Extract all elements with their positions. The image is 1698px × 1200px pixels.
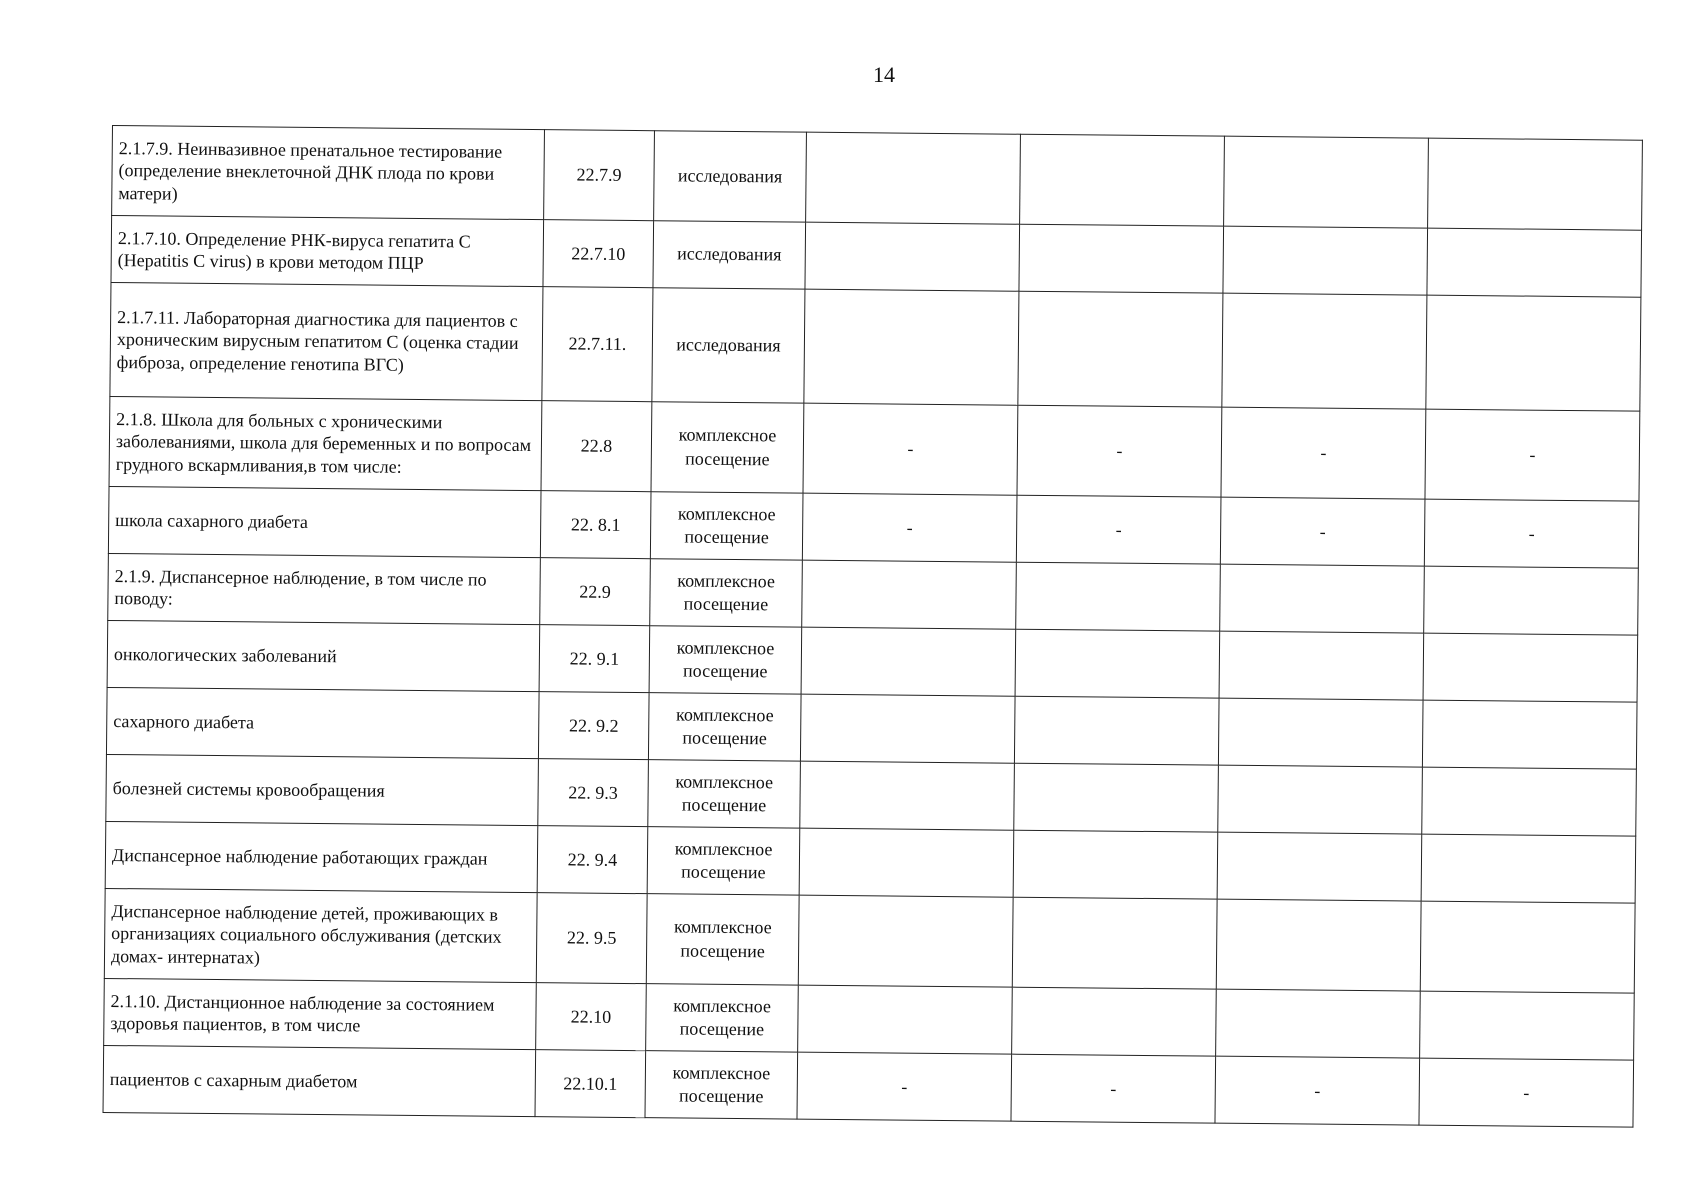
row-value	[1012, 987, 1217, 1056]
row-value	[1422, 767, 1637, 836]
row-value	[1218, 698, 1423, 767]
row-value	[1428, 138, 1643, 230]
row-code: 22. 9.4	[537, 826, 648, 894]
row-value	[802, 560, 1017, 629]
row-value	[1016, 562, 1221, 631]
row-name: 2.1.10. Дистанционное наблюдение за состоянием здоровья пациентов, в том числе	[104, 978, 537, 1049]
row-code: 22.7.9	[544, 130, 655, 221]
row-code: 22. 9.1	[539, 625, 650, 693]
row-value	[1426, 295, 1641, 411]
row-value	[1013, 830, 1218, 899]
table-row	[104, 888, 1635, 993]
row-value	[1019, 224, 1224, 293]
row-code: 22.8	[541, 401, 652, 492]
row-code: 22. 9.3	[538, 759, 649, 827]
row-unit: комплексное посещение	[646, 984, 799, 1052]
row-value: -	[1011, 1054, 1216, 1123]
row-value: -	[1425, 409, 1640, 501]
row-value	[1224, 136, 1429, 228]
row-unit: комплексное посещение	[650, 559, 803, 627]
row-value	[1020, 134, 1225, 226]
row-value	[1220, 564, 1425, 633]
row-code: 22.10.1	[535, 1050, 646, 1118]
row-value	[799, 828, 1014, 897]
row-unit: комплексное посещение	[645, 1051, 798, 1119]
row-code: 22. 9.2	[538, 692, 649, 760]
row-value: -	[1424, 499, 1639, 568]
row-value	[1014, 696, 1219, 765]
row-value	[1216, 989, 1421, 1058]
row-name: 2.1.7.9. Неинвазивное пренатальное тестирование (определение внеклеточной ДНК плода по крови матери)	[112, 126, 545, 220]
row-unit: комплексное посещение	[649, 626, 802, 694]
row-value	[1222, 293, 1427, 409]
row-value: -	[1215, 1056, 1420, 1125]
row-value	[1014, 763, 1219, 832]
row-value: -	[1220, 497, 1425, 566]
row-code: 22.7.10	[543, 220, 654, 288]
row-name: 2.1.8. Школа для больных с хроническими заболеваниями, школа для беременных и по вопросам грудного вскармливания,в том числе:	[109, 396, 542, 490]
row-value	[798, 895, 1013, 987]
row-value	[1218, 765, 1423, 834]
table-row	[112, 126, 1643, 231]
row-name: Диспансерное наблюдение работающих граждан	[105, 821, 538, 892]
page-number: 14	[873, 62, 895, 87]
row-unit: исследования	[653, 221, 806, 289]
row-value: -	[1419, 1058, 1634, 1127]
row-name: 2.1.7.10. Определение РНК-вируса гепатита С (Hepatitis С virus) в крови методом ПЦР	[111, 216, 544, 287]
row-value	[806, 132, 1021, 224]
row-unit: комплексное посещение	[648, 760, 801, 828]
table-row	[109, 396, 1640, 501]
row-value	[1018, 291, 1223, 407]
row-value	[798, 985, 1013, 1054]
row-code: 22. 8.1	[540, 491, 651, 559]
row-name: 2.1.7.11. Лабораторная диагностика для пациентов с хроническим вирусным гепатитом С (оценка стадии фиброза, определение генотипа ВГС)	[110, 282, 543, 400]
row-code: 22.7.11.	[542, 287, 653, 402]
row-unit: комплексное посещение	[648, 693, 801, 761]
row-value	[1421, 834, 1636, 903]
row-name: онкологических заболеваний	[107, 620, 540, 691]
row-value	[801, 627, 1016, 696]
row-value: -	[1017, 405, 1222, 497]
row-value: -	[797, 1052, 1012, 1121]
row-value	[1427, 228, 1642, 297]
row-name: сахарного диабета	[106, 687, 539, 758]
row-value	[805, 222, 1020, 291]
row-value: -	[803, 403, 1018, 495]
row-value	[1422, 700, 1637, 769]
row-value	[800, 761, 1015, 830]
row-name: болезней системы кровообращения	[106, 754, 539, 825]
row-name: пациентов с сахарным диабетом	[103, 1045, 536, 1116]
row-value	[800, 694, 1015, 763]
row-value	[1424, 566, 1639, 635]
row-unit: комплексное посещение	[646, 894, 799, 985]
row-value	[1423, 633, 1638, 702]
row-value	[1420, 991, 1635, 1060]
row-unit: комплексное посещение	[651, 402, 804, 493]
row-value: -	[1221, 407, 1426, 499]
row-name: 2.1.9. Диспансерное наблюдение, в том числе по поводу:	[108, 553, 541, 624]
row-unit: исследования	[654, 131, 807, 222]
row-code: 22. 9.5	[536, 893, 647, 984]
document-table	[103, 125, 1643, 1128]
row-value	[1420, 901, 1635, 993]
row-value	[1217, 832, 1422, 901]
row-value: -	[1016, 495, 1221, 564]
row-name: Диспансерное наблюдение детей, проживающих в организациях социального обслуживания (детских домах- интернатах)	[104, 888, 537, 982]
row-value	[804, 289, 1019, 405]
row-unit: исследования	[652, 288, 805, 403]
row-value	[1015, 629, 1220, 698]
row-code: 22.9	[540, 558, 651, 626]
row-unit: комплексное посещение	[647, 827, 800, 895]
row-value	[1219, 631, 1424, 700]
table-row	[110, 282, 1641, 411]
row-unit: комплексное посещение	[650, 492, 803, 560]
row-value	[1012, 897, 1217, 989]
row-code: 22.10	[536, 983, 647, 1051]
row-value: -	[802, 493, 1017, 562]
table-row	[103, 1045, 1634, 1127]
row-value	[1216, 899, 1421, 991]
row-value	[1223, 226, 1428, 295]
row-name: школа сахарного диабета	[108, 486, 541, 557]
